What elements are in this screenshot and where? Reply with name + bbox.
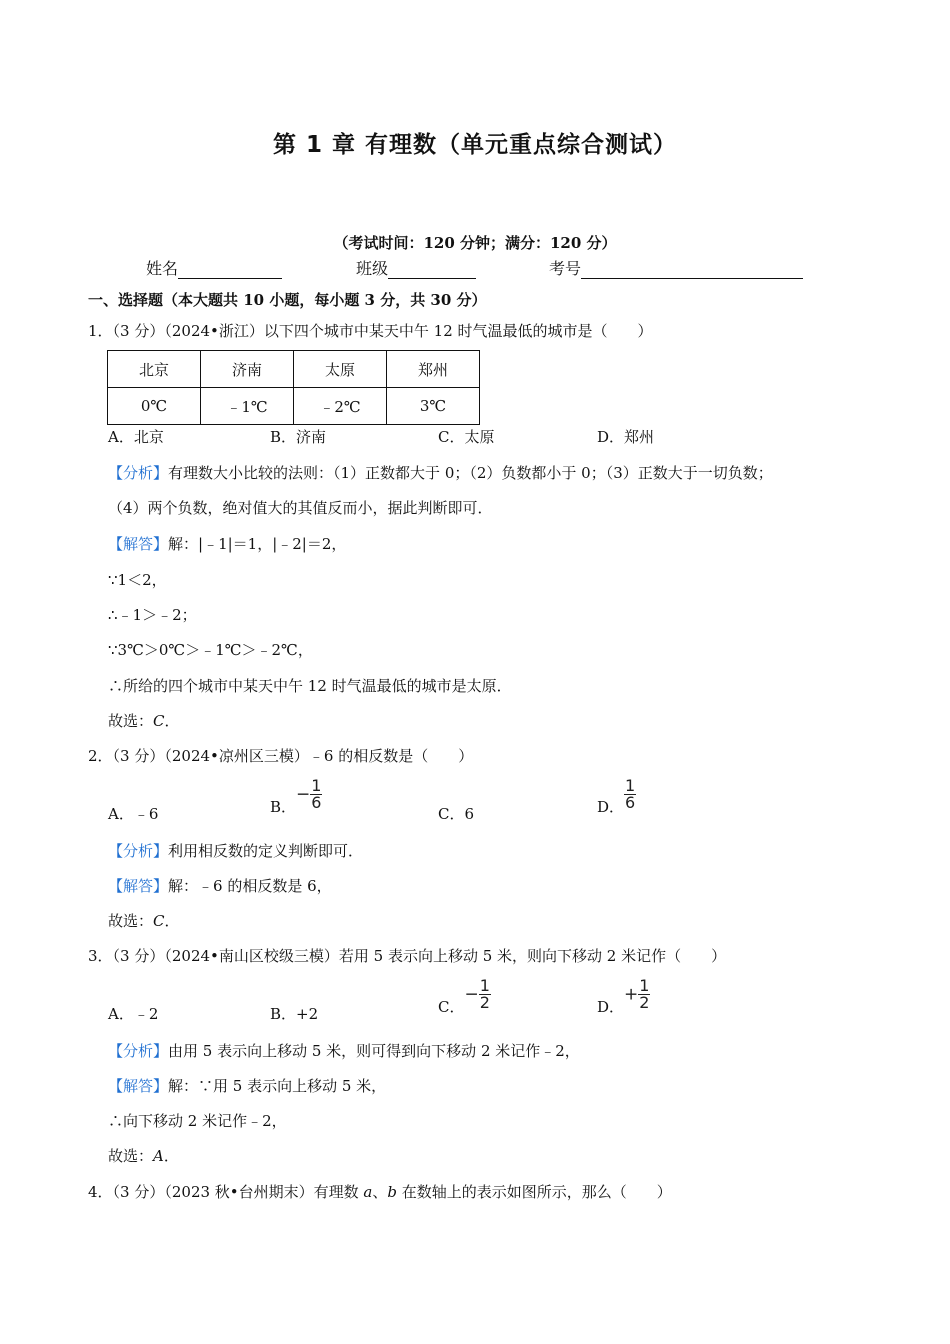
q2-answer: [108, 876, 332, 896]
q3-option-d[interactable]: [597, 976, 650, 1016]
q4-stem-part-2: 在数轴上的表示如图所示，那么（ ）: [397, 1183, 672, 1201]
section-heading: 一、选择题（本大题共 10 小题，每小题 3 分，共 30 分）: [88, 291, 487, 309]
fraction-numerator: 1: [639, 976, 650, 995]
fraction: [624, 778, 636, 811]
minus-sign: −: [464, 984, 479, 1005]
q1-answer: [108, 534, 346, 554]
class-field[interactable]: [356, 256, 476, 279]
variable-a: a: [363, 1183, 373, 1201]
fraction-numerator: 1: [479, 976, 490, 995]
fraction-denominator: 2: [479, 993, 490, 1012]
q2-option-b[interactable]: [270, 776, 322, 816]
q1-answer-text: 解：|﹣1|＝1，|﹣2|＝2，: [168, 535, 347, 553]
analysis-tag: 【分析】: [108, 1042, 169, 1060]
minus-sign: −: [296, 784, 311, 805]
q4-stem: [88, 1182, 672, 1202]
q3-analysis-text: 由用 5 表示向上移动 5 米，则可得到向下移动 2 米记作﹣2，: [168, 1042, 580, 1060]
plus-sign: +: [624, 984, 639, 1005]
q2-stem: 2．（3 分）（2024•凉州区三模）﹣6 的相反数是（ ）: [88, 747, 474, 765]
choice-prefix: 故选：: [108, 912, 154, 930]
choice-end: ．: [164, 912, 180, 930]
answer-tag: 【解答】: [108, 877, 169, 895]
class-label: 班级: [356, 259, 389, 278]
q3-choice: [108, 1146, 179, 1166]
table-cell: ﹣1℃: [201, 388, 294, 425]
q1-choice: [108, 711, 180, 731]
q1-step-2: ∴﹣1＞﹣2；: [108, 606, 197, 624]
fraction-denominator: 6: [311, 793, 322, 812]
table-cell: 3℃: [387, 388, 480, 425]
fraction-numerator: 1: [311, 776, 322, 795]
id-blank[interactable]: [581, 262, 803, 279]
q2-answer-text: 解：﹣6 的相反数是 6，: [168, 877, 332, 895]
name-label: 姓名: [146, 259, 179, 278]
table-cell: ﹣2℃: [294, 388, 387, 425]
q3-answer: [108, 1076, 386, 1096]
table-cell: 济南: [201, 351, 294, 388]
q2-analysis: [108, 841, 363, 861]
fraction-denominator: 6: [625, 793, 636, 812]
q1-stem: 1．（3 分）（2024•浙江）以下四个城市中某天中午 12 时气温最低的城市是（ ）: [88, 322, 653, 340]
choice-prefix: 故选：: [108, 1147, 154, 1165]
page-title: 第 1 章 有理数（单元重点综合测试）: [272, 132, 678, 158]
q2-option-d[interactable]: [597, 776, 636, 816]
q2-choice: [108, 911, 180, 931]
q3-step-1: ∴向下移动 2 米记作﹣2，: [108, 1112, 287, 1130]
q3-stem: 3．（3 分）（2024•南山区校级三模）若用 5 表示向上移动 5 米，则向下移动 2 米记作（ ）: [88, 947, 727, 965]
q4-stem-separator: 、: [372, 1183, 388, 1201]
exam-info: （考试时间：120 分钟；满分：120 分）: [333, 234, 617, 252]
choice-prefix: 故选：: [108, 712, 154, 730]
q1-option-c[interactable]: C．太原: [438, 428, 495, 446]
q3-option-c[interactable]: [438, 976, 491, 1016]
option-label: D．: [597, 798, 625, 816]
choice-letter: C: [153, 712, 165, 730]
table-cell: 北京: [108, 351, 201, 388]
answer-tag: 【解答】: [108, 1077, 169, 1095]
fraction: [479, 978, 491, 1011]
q1-analysis: [108, 463, 773, 483]
q2-analysis-text: 利用相反数的定义判断即可．: [168, 842, 364, 860]
choice-end: ．: [163, 1147, 179, 1165]
choice-end: ．: [164, 712, 180, 730]
q3-option-a[interactable]: A．﹣2: [108, 1005, 159, 1023]
fraction: [310, 778, 322, 811]
q3-analysis: [108, 1041, 580, 1061]
q3-option-b[interactable]: B．+2: [270, 1005, 319, 1023]
analysis-tag: 【分析】: [108, 842, 169, 860]
table-row: [108, 388, 480, 425]
class-blank[interactable]: [388, 262, 476, 279]
analysis-tag: 【分析】: [108, 464, 169, 482]
choice-letter: C: [153, 912, 165, 930]
table-cell: 郑州: [387, 351, 480, 388]
option-label: B．: [270, 798, 297, 816]
q1-analysis-text-2: （4）两个负数，绝对值大的其值反而小，据此判断即可．: [108, 499, 493, 517]
q1-temperature-table: [107, 350, 480, 425]
q1-step-3: ∵3℃＞0℃＞﹣1℃＞﹣2℃，: [108, 641, 313, 659]
table-cell: 太原: [294, 351, 387, 388]
fraction-denominator: 2: [639, 993, 650, 1012]
fraction-numerator: 1: [625, 776, 636, 795]
id-label: 考号: [549, 259, 582, 278]
variable-b: b: [387, 1183, 397, 1201]
q2-option-a[interactable]: A．﹣6: [108, 805, 159, 823]
q1-step-4: ∴所给的四个城市中某天中午 12 时气温最低的城市是太原．: [108, 677, 512, 695]
choice-letter: A: [153, 1147, 164, 1165]
option-label: D．: [597, 998, 625, 1016]
table-row: [108, 351, 480, 388]
q4-stem-part-1: 4．（3 分）（2023 秋•台州期末）有理数: [88, 1183, 364, 1201]
q1-option-b[interactable]: B．济南: [270, 428, 327, 446]
q1-option-d[interactable]: D．郑州: [597, 428, 655, 446]
q1-analysis-text-1: 有理数大小比较的法则：（1）正数都大于 0；（2）负数都小于 0；（3）正数大于一切负数；: [168, 464, 773, 482]
q2-option-c[interactable]: C．6: [438, 805, 475, 823]
answer-tag: 【解答】: [108, 535, 169, 553]
option-label: C．: [438, 998, 465, 1016]
table-cell: 0℃: [108, 388, 201, 425]
id-field[interactable]: [549, 256, 803, 279]
name-field[interactable]: [146, 256, 282, 279]
q1-option-a[interactable]: A．北京: [108, 428, 164, 446]
q3-answer-text: 解：∵用 5 表示向上移动 5 米，: [168, 1077, 387, 1095]
name-blank[interactable]: [178, 262, 282, 279]
q1-step-1: ∵1＜2，: [108, 571, 167, 589]
fraction: [638, 978, 650, 1011]
